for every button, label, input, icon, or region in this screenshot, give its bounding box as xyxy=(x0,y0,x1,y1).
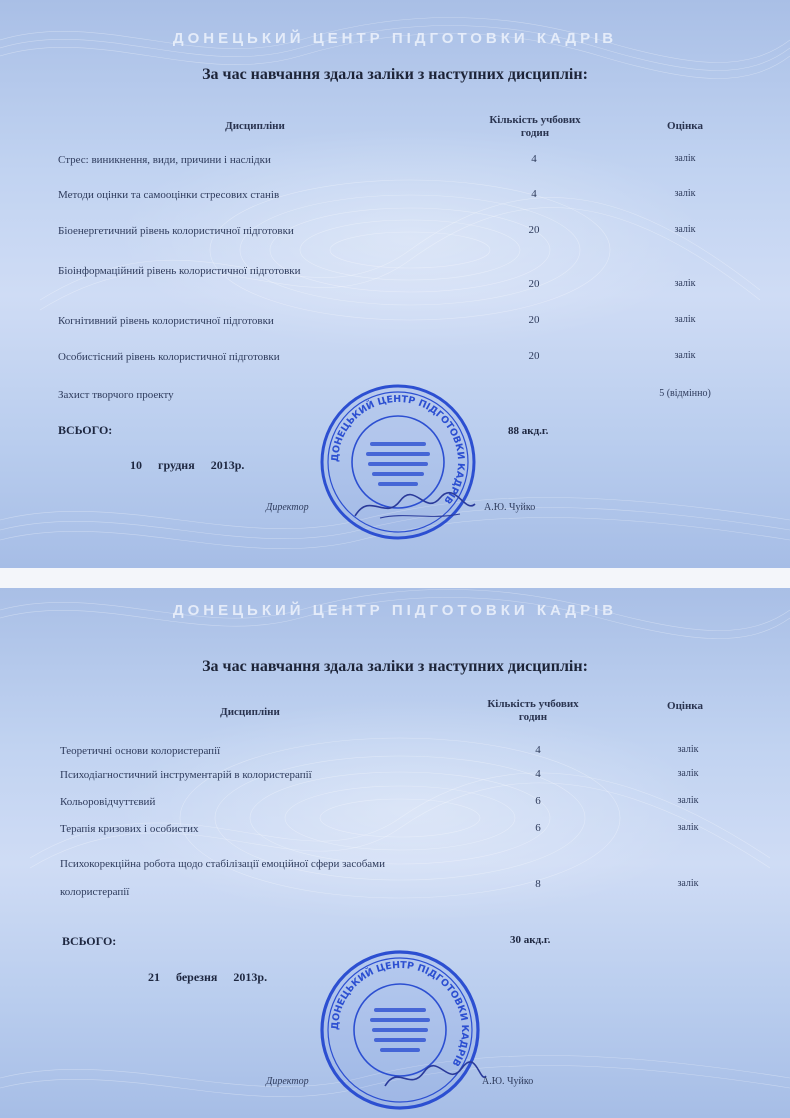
date-day: 21 xyxy=(148,970,160,984)
grade-value: 5 (відмінно) xyxy=(659,388,711,399)
column-header-grade: Оцінка xyxy=(667,120,703,132)
grade-value: залік xyxy=(677,768,699,779)
discipline-name: Біоенергетичний рівень колористичної підготовки xyxy=(58,225,294,237)
stamp-text: ДОНЕЦЬКИЙ ЦЕНТР ПІДГОТОВКИ КАДРІВ xyxy=(329,959,471,1069)
total-value: 30 акд.г. xyxy=(510,934,551,946)
org-header: ДОНЕЦЬКИЙ ЦЕНТР ПІДГОТОВКИ КАДРІВ xyxy=(172,602,618,619)
org-header: ДОНЕЦЬКИЙ ЦЕНТР ПІДГОТОВКИ КАДРІВ xyxy=(172,30,618,47)
hours-value: 4 xyxy=(535,768,541,780)
column-header-discipline: Дисципліни xyxy=(220,706,280,718)
grade-value: залік xyxy=(674,188,696,199)
column-header-hours: Кількість учбових годин xyxy=(489,114,581,139)
grade-value: залік xyxy=(674,224,696,235)
signature xyxy=(350,486,480,526)
discipline-name: Особистісний рівень колористичної підготовки xyxy=(58,351,280,363)
discipline-name: Психодіагностичний інструментарій в колористерапії xyxy=(60,769,312,781)
discipline-name: Захист творчого проекту xyxy=(58,389,174,401)
discipline-name: Стрес: виникнення, види, причини і наслідки xyxy=(58,154,271,166)
grade-value: залік xyxy=(677,795,699,806)
hours-value: 6 xyxy=(535,795,541,807)
table-row xyxy=(0,850,790,896)
document-title: За час навчання здала заліки з наступних дисциплін: xyxy=(202,66,588,83)
grade-value: залік xyxy=(677,822,699,833)
date-month: березня xyxy=(176,970,218,984)
grade-value: залік xyxy=(674,314,696,325)
table-row xyxy=(0,153,790,171)
total-label: ВСЬОГО: xyxy=(58,423,113,437)
discipline-name: Методи оцінки та самооцінки стресових станів xyxy=(58,189,280,201)
discipline-name: Когнітивний рівень колористичної підготовки xyxy=(58,315,274,327)
discipline-name: Психокорекційна робота щодо стабілізації емоційної сфери засобами колористерапії xyxy=(60,858,386,898)
director-name: А.Ю. Чуйко xyxy=(482,1076,534,1087)
hours-value: 20 xyxy=(528,224,540,236)
hours-value: 4 xyxy=(531,153,537,165)
signature xyxy=(380,1058,490,1098)
date-day: 10 xyxy=(130,458,142,472)
hours-value: 20 xyxy=(528,350,540,362)
hours-value: 20 xyxy=(528,278,540,290)
discipline-name: Біоінформаційний рівень колористичної підготовки xyxy=(58,265,301,277)
discipline-name: Кольоровідчуттєвий xyxy=(60,796,156,808)
document-title: За час навчання здала заліки з наступних дисциплін: xyxy=(202,658,588,675)
table-row xyxy=(0,350,790,368)
table-row xyxy=(0,188,790,206)
grade-value: залік xyxy=(677,744,699,755)
column-header-grade: Оцінка xyxy=(667,700,703,712)
column-header-discipline: Дисципліни xyxy=(225,120,285,132)
table-row xyxy=(0,822,790,840)
grade-value: залік xyxy=(674,350,696,361)
sheet-separator xyxy=(0,568,790,588)
hours-value: 4 xyxy=(531,188,537,200)
table-row xyxy=(0,224,790,242)
date-year: 2013р. xyxy=(233,970,268,984)
table-row xyxy=(0,314,790,332)
hours-value: 8 xyxy=(535,878,541,890)
grade-value: залік xyxy=(674,153,696,164)
discipline-name: Теоретичні основи колористерапії xyxy=(60,745,221,757)
total-label: ВСЬОГО: xyxy=(62,934,117,948)
grade-value: залік xyxy=(674,278,696,289)
hours-value: 6 xyxy=(535,822,541,834)
issue-date xyxy=(148,970,283,985)
director-name: А.Ю. Чуйко xyxy=(484,502,536,513)
issue-date xyxy=(130,458,260,473)
total-value: 88 акд.г. xyxy=(508,425,549,437)
date-month: грудня xyxy=(158,458,195,472)
hours-value: 4 xyxy=(535,744,541,756)
table-row xyxy=(0,264,790,298)
certificate-sheet-bottom xyxy=(0,588,790,1118)
director-label: Директор xyxy=(266,1076,309,1087)
hours-value: 20 xyxy=(528,314,540,326)
table-row xyxy=(0,744,790,762)
stamp-text: ДОНЕЦЬКИЙ ЦЕНТР ПІДГОТОВКИ КАДРІВ xyxy=(329,393,467,506)
discipline-name: Терапія кризових і особистих xyxy=(60,823,199,835)
table-row xyxy=(0,795,790,813)
date-year: 2013р. xyxy=(210,458,245,472)
director-label: Директор xyxy=(266,502,309,513)
grade-value: залік xyxy=(677,878,699,889)
column-header-hours: Кількість учбових годин xyxy=(487,698,579,723)
table-row xyxy=(0,768,790,786)
